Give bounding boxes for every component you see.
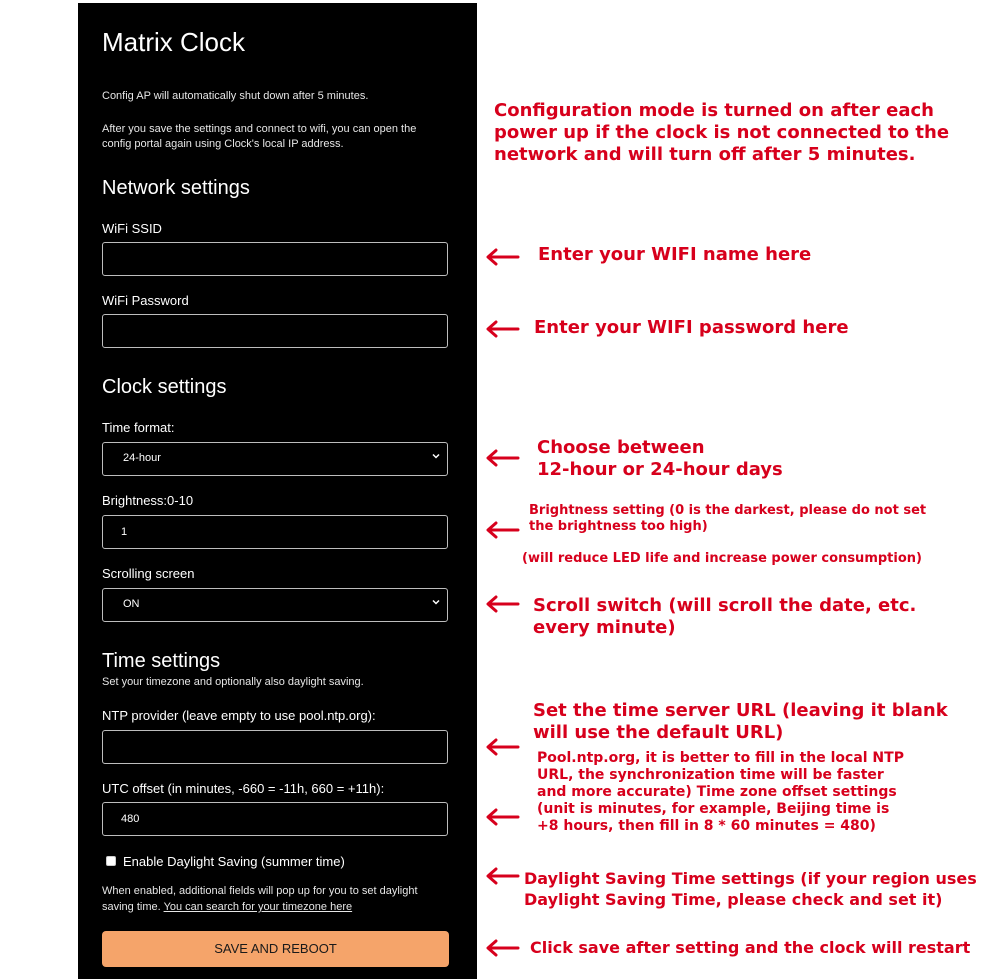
- portal-ip-note-line1: After you save the settings and connect to wifi, you can open the: [102, 123, 417, 135]
- scrolling-screen-value: ON: [123, 598, 140, 610]
- utc-offset-input[interactable]: [102, 802, 448, 836]
- save-and-reboot-button[interactable]: SAVE AND REBOOT: [102, 931, 449, 967]
- annotation-time-format: [537, 437, 783, 481]
- scrolling-screen-label: Scrolling screen: [102, 566, 195, 581]
- annotation-line: will use the default URL): [533, 722, 784, 743]
- annotation-ntp: [533, 700, 948, 744]
- annotation-scroll: [533, 595, 916, 639]
- annotation-line: Choose between: [537, 437, 705, 458]
- chevron-down-icon: [431, 451, 441, 461]
- wifi-password-input[interactable]: [102, 314, 448, 348]
- annotation-save: Click save after setting and the clock will restart: [530, 938, 971, 957]
- scrolling-screen-select[interactable]: [102, 588, 448, 622]
- time-settings-heading: Time settings: [102, 650, 221, 672]
- arrow-left-icon: [484, 808, 520, 826]
- brightness-label: Brightness:0-10: [102, 493, 194, 508]
- config-ap-note: Config AP will automatically shut down after 5 minutes.: [102, 90, 369, 102]
- wifi-ssid-label: WiFi SSID: [102, 221, 162, 236]
- annotation-config-mode: [494, 100, 949, 166]
- annotation-line: network and will turn off after 5 minutes.: [494, 144, 916, 165]
- annotation-line: Scroll switch (will scroll the date, etc.: [533, 595, 917, 616]
- annotation-line: 12-hour or 24-hour days: [537, 459, 783, 480]
- annotation-dst: [524, 868, 977, 910]
- ntp-provider-label: NTP provider (leave empty to use pool.ntp.org):: [102, 708, 376, 723]
- brightness-input[interactable]: [102, 515, 448, 549]
- annotation-line: and more accurate) Time zone offset settings: [537, 784, 897, 800]
- daylight-saving-help-text: saving time.: [102, 901, 161, 913]
- annotation-line: Configuration mode is turned on after each: [494, 100, 934, 121]
- annotation-wifi-name: Enter your WIFI name here: [538, 244, 812, 265]
- annotation-line: every minute): [533, 617, 676, 638]
- network-settings-heading: Network settings: [102, 177, 250, 199]
- daylight-saving-help-line1: When enabled, additional fields will pop up for you to set daylight: [102, 885, 418, 897]
- time-settings-subheading: Set your timezone and optionally also daylight saving.: [102, 676, 364, 688]
- annotation-line: Set the time server URL (leaving it blank: [533, 700, 948, 721]
- annotation-line: +8 hours, then fill in 8 * 60 minutes = 480): [537, 818, 876, 834]
- annotation-line: Pool.ntp.org, it is better to fill in the local NTP: [537, 750, 904, 766]
- arrow-left-icon: [484, 449, 520, 467]
- daylight-saving-label: Enable Daylight Saving (summer time): [123, 854, 345, 869]
- annotation-line: power up if the clock is not connected to the: [494, 122, 950, 143]
- time-format-label: Time format:: [102, 420, 175, 435]
- annotation-brightness: [529, 503, 926, 535]
- annotation-wifi-password: Enter your WIFI password here: [534, 317, 849, 338]
- arrow-left-icon: [484, 867, 520, 885]
- annotation-line: Daylight Saving Time, please check and set it): [524, 890, 943, 909]
- chevron-down-icon: [431, 597, 441, 607]
- ntp-provider-input[interactable]: [102, 730, 448, 764]
- annotation-line: Daylight Saving Time settings (if your region uses: [524, 869, 977, 888]
- annotation-line: URL, the synchronization time will be faster: [537, 767, 884, 783]
- page-title: Matrix Clock: [102, 27, 246, 57]
- timezone-search-link[interactable]: You can search for your timezone here: [163, 901, 353, 913]
- utc-offset-label: UTC offset (in minutes, -660 = -11h, 660 = +11h):: [102, 781, 385, 796]
- arrow-left-icon: [484, 595, 520, 613]
- time-format-value: 24-hour: [123, 452, 161, 464]
- annotation-line: (unit is minutes, for example, Beijing time is: [537, 801, 890, 817]
- annotation-line: the brightness too high): [529, 519, 708, 534]
- annotation-line: Brightness setting (0 is the darkest, please do not set: [529, 503, 927, 518]
- arrow-left-icon: [484, 248, 520, 266]
- portal-ip-note-line2: config portal again using Clock's local IP address.: [102, 138, 344, 150]
- arrow-left-icon: [484, 939, 520, 957]
- arrow-left-icon: [484, 521, 520, 539]
- clock-settings-heading: Clock settings: [102, 376, 227, 398]
- annotation-brightness-note: (will reduce LED life and increase power consumption): [522, 551, 922, 566]
- arrow-left-icon: [484, 738, 520, 756]
- daylight-saving-help-line2: [102, 900, 352, 915]
- config-portal-panel: [78, 3, 477, 979]
- wifi-ssid-input[interactable]: [102, 242, 448, 276]
- wifi-password-label: WiFi Password: [102, 293, 189, 308]
- daylight-saving-checkbox[interactable]: [106, 856, 116, 866]
- arrow-left-icon: [484, 320, 520, 338]
- time-format-select[interactable]: [102, 442, 448, 476]
- annotation-ntp-detail: [537, 750, 904, 835]
